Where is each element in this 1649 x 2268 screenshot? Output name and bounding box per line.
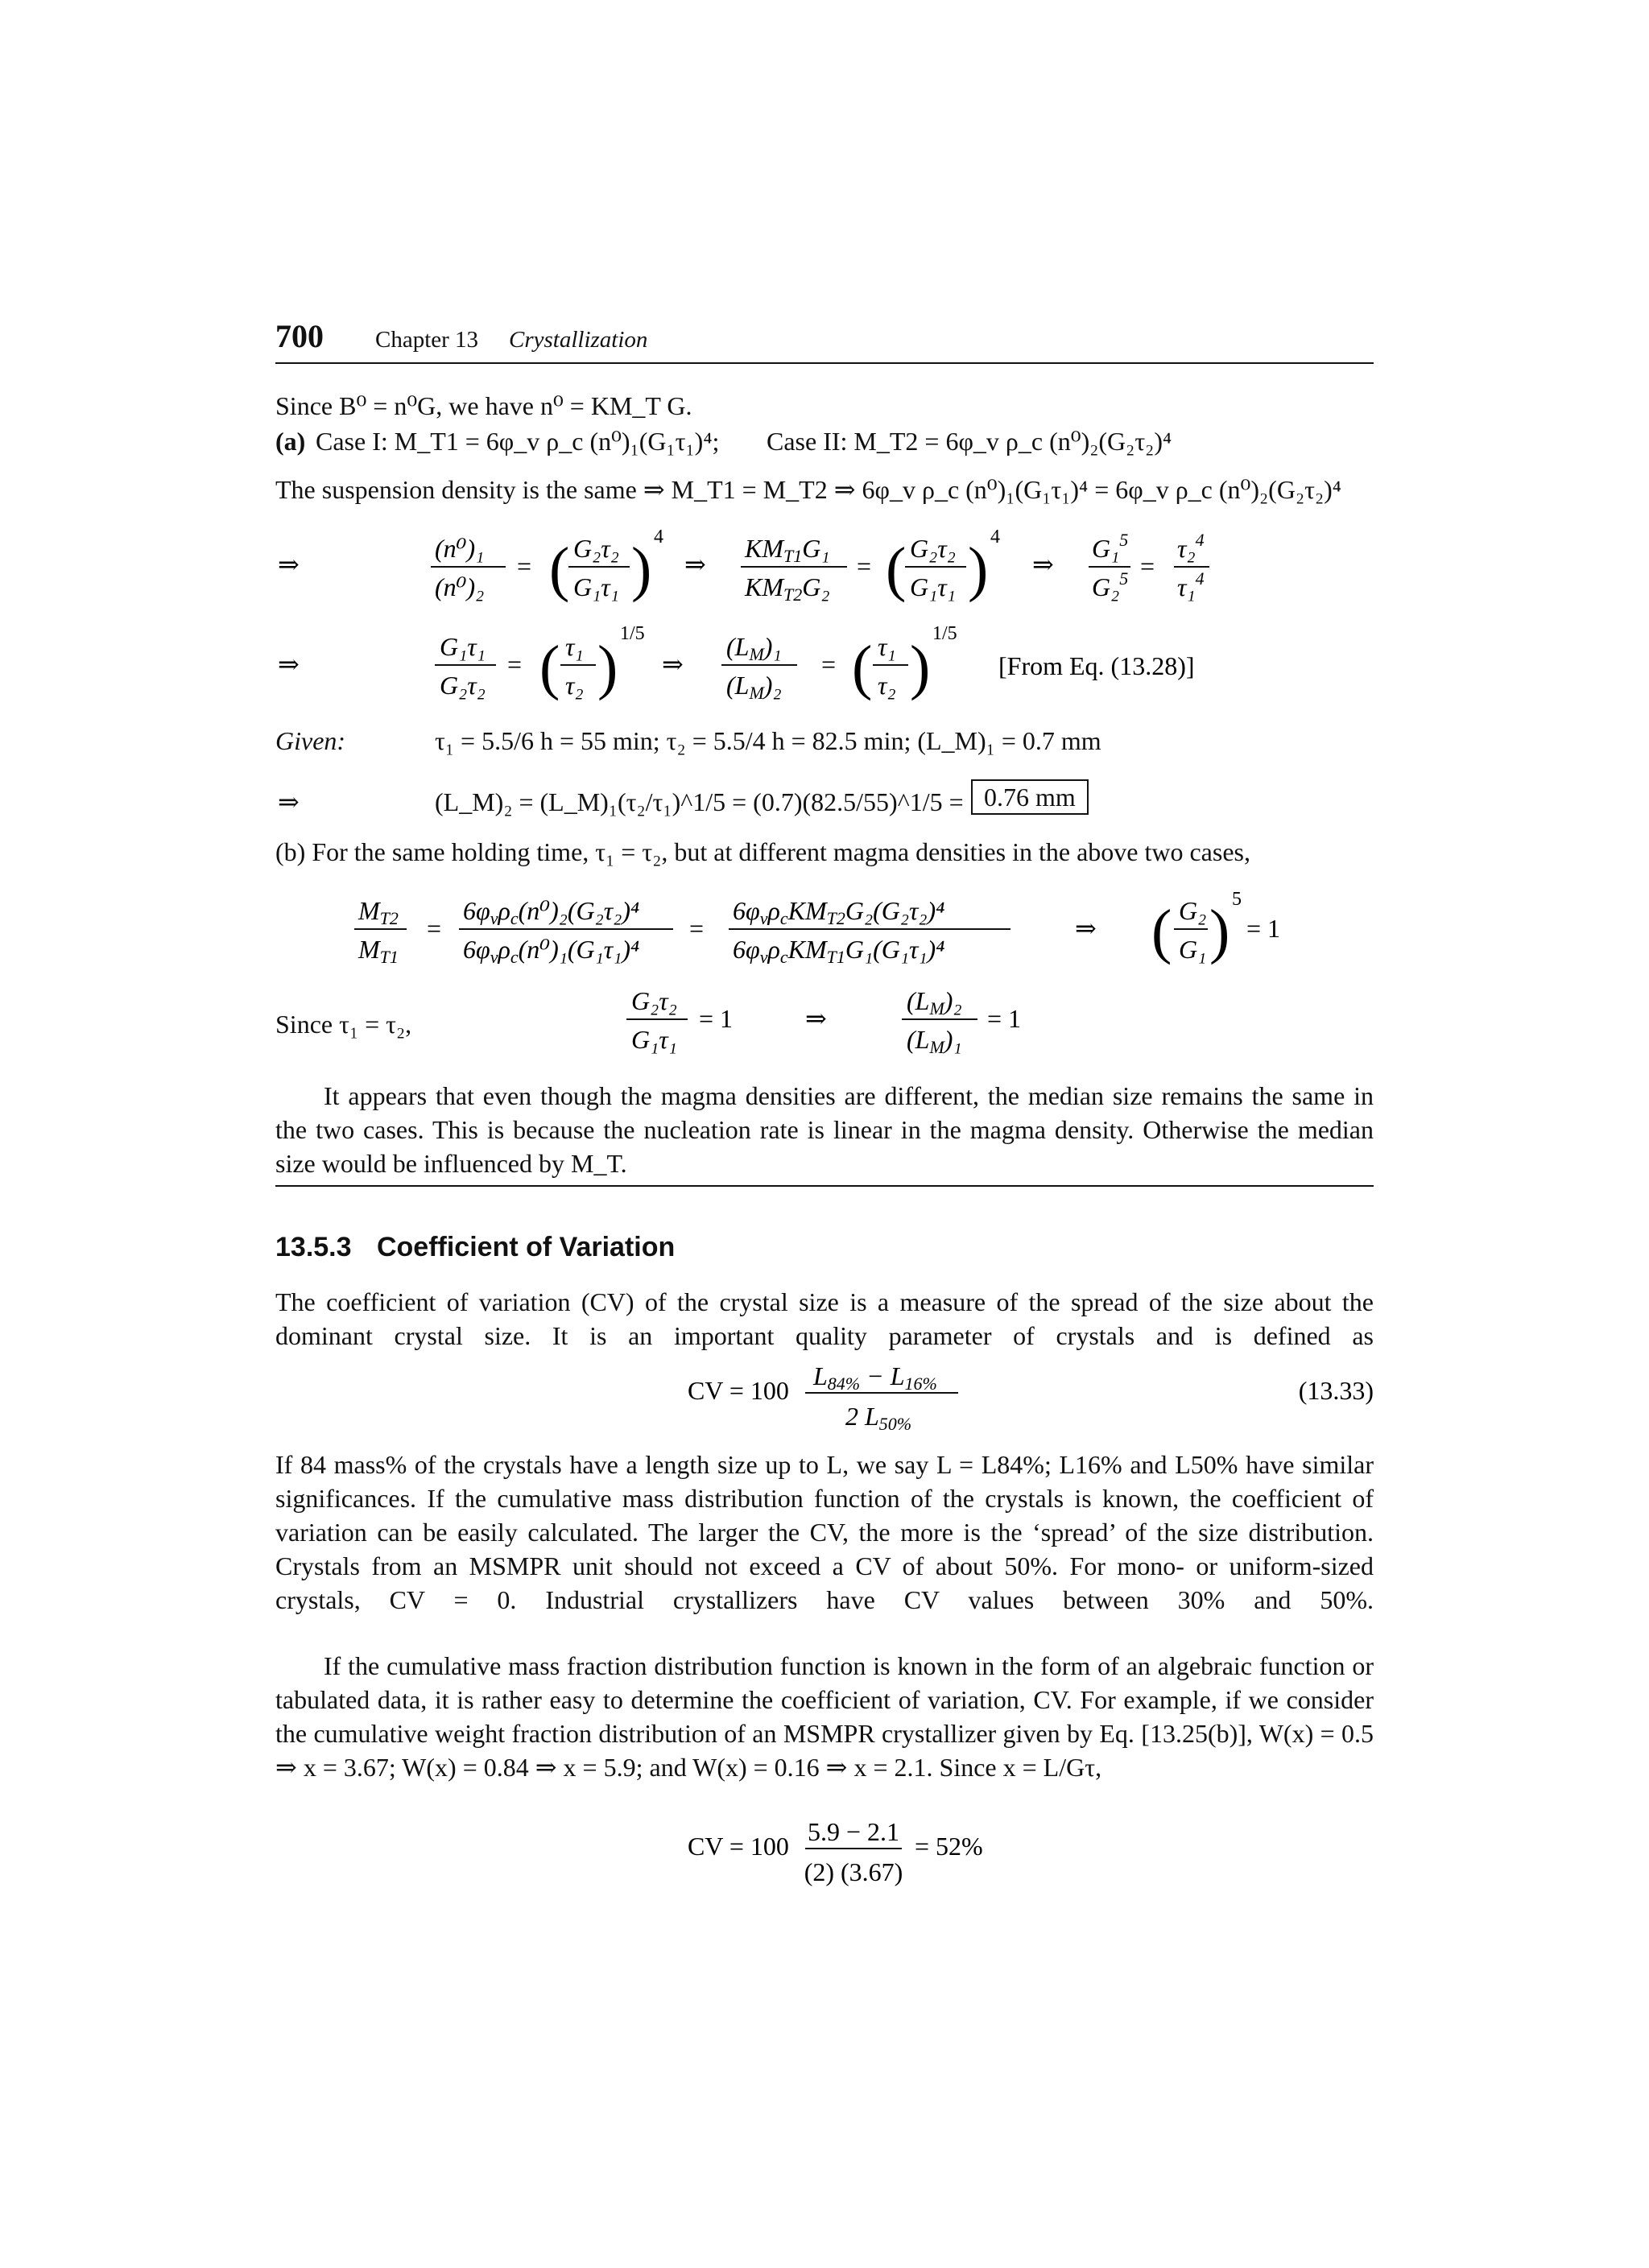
svg-text:): ) bbox=[597, 634, 618, 701]
svg-text:G₂5: G₂$^5$ bbox=[1092, 568, 1129, 601]
implies-arrow: ⇒ bbox=[278, 787, 300, 816]
svg-text:τ₂: τ₂ bbox=[565, 671, 584, 700]
result-expression: (L_M)₂ = (L_M)₁(τ₂/τ₁)^1/5 = (0.7)(82.5/55)^1/5 = bbox=[435, 787, 964, 816]
svg-text:): ) bbox=[1209, 898, 1230, 965]
implies-arrow: ⇒ bbox=[805, 1004, 827, 1033]
svg-text:G₂τ₂: G₂τ₂ bbox=[631, 986, 677, 1015]
svg-text:6φvρc(n⁰)₁(G₁τ₁)⁴: 6φvρc(n⁰)₁(G₁τ₁)⁴ bbox=[463, 935, 640, 967]
svg-text:1/5: 1/5 bbox=[620, 623, 645, 644]
section-heading bbox=[275, 1232, 675, 1263]
svg-text:6φvρc(n⁰)₂(G₂τ₂)⁴: 6φvρc(n⁰)₂(G₂τ₂)⁴ bbox=[463, 896, 640, 928]
svg-text:4: 4 bbox=[990, 527, 1000, 547]
svg-text:G₂τ₂: G₂τ₂ bbox=[910, 534, 956, 563]
cv-numerator: 5.9 − 2.1 bbox=[807, 1817, 900, 1846]
svg-text:G₂: G₂ bbox=[1179, 896, 1207, 925]
page-number: 700 bbox=[275, 318, 324, 354]
svg-text:KMT1G₁: KMT1G₁ bbox=[745, 534, 830, 566]
equation-reference: [From Eq. (13.28)] bbox=[998, 651, 1195, 680]
svg-text:(: ( bbox=[549, 535, 570, 603]
svg-text:(LM)₂: (LM)₂ bbox=[726, 671, 782, 703]
given-label: Given: bbox=[275, 726, 346, 755]
implies-arrow: ⇒ bbox=[278, 650, 300, 679]
svg-text:G₁: G₁ bbox=[1179, 935, 1207, 964]
intro-line: Since B⁰ = n⁰G, we have n⁰ = KM_T G. bbox=[275, 391, 692, 420]
header-rule bbox=[275, 362, 1374, 364]
svg-text:G₁τ₁: G₁τ₁ bbox=[631, 1025, 677, 1054]
svg-text:G₂τ₂: G₂τ₂ bbox=[440, 671, 486, 700]
svg-text:=: = bbox=[427, 914, 442, 943]
svg-text:(LM)₂: (LM)₂ bbox=[907, 986, 962, 1018]
svg-text:5: 5 bbox=[1232, 889, 1242, 910]
svg-text:G₁τ₁: G₁τ₁ bbox=[573, 572, 619, 601]
svg-text:): ) bbox=[631, 535, 652, 603]
section-title: Coefficient of Variation bbox=[376, 1232, 676, 1262]
svg-text:G₂τ₂: G₂τ₂ bbox=[573, 534, 619, 563]
svg-text:τ₁: τ₁ bbox=[565, 632, 584, 661]
chapter-title: Crystallization bbox=[509, 327, 648, 353]
svg-text:4: 4 bbox=[654, 527, 663, 547]
suspension-line: The suspension density is the same ⇒ M_T1 = M_T2 ⇒ 6φ_v ρ_c (n⁰)₁(G₁τ₁)⁴ = 6φ_v ρ_c (n⁰)₂(G₂τ₂)⁴ bbox=[275, 475, 1341, 504]
section-number: 13.5.3 bbox=[275, 1232, 352, 1262]
svg-text:=: = bbox=[689, 914, 705, 943]
svg-text:(: ( bbox=[852, 634, 873, 701]
svg-text:G₁τ₁: G₁τ₁ bbox=[440, 632, 486, 661]
svg-text:6φvρcKMT1G₁(G₁τ₁)⁴: 6φvρcKMT1G₁(G₁τ₁)⁴ bbox=[733, 935, 945, 967]
svg-text:=: = bbox=[857, 552, 872, 580]
svg-text:= 1: = 1 bbox=[699, 1004, 734, 1033]
svg-text:MT2: MT2 bbox=[358, 896, 399, 928]
cv-calculation bbox=[0, 1816, 1649, 1905]
svg-text:(: ( bbox=[886, 535, 907, 603]
svg-text:τ₁4: τ₁$^4$ bbox=[1177, 568, 1205, 601]
implies-arrow: ⇒ bbox=[1075, 914, 1097, 943]
part-b-equations bbox=[0, 878, 1649, 1071]
svg-text:2 L50%: 2 L50% bbox=[845, 1402, 912, 1434]
cv-lhs: CV = 100 bbox=[688, 1832, 789, 1861]
svg-text:): ) bbox=[910, 634, 931, 701]
cv-paragraph-2: If the cumulative mass fraction distribution function is known in the form of an algebraic function or tabulated data, it is rather easy to determine the coefficient of variation, CV. For example, if we consider the cumulative weight fraction distribution of an MSMPR crystallizer given by Eq. [13.25(b)], W(x) = 0.5 ⇒ x = 3.67; W(x) = 0.84 ⇒ x = 5.9; and W(x) = 0.16 ⇒ x = 2.1. Since x = L/Gτ, bbox=[275, 1651, 1374, 1782]
implies-arrow: ⇒ bbox=[684, 550, 706, 579]
cv-definition-equation bbox=[0, 1361, 1649, 1449]
implies-arrow: ⇒ bbox=[1032, 550, 1054, 579]
svg-text:= 1: = 1 bbox=[1246, 914, 1281, 943]
case-two: Case II: M_T2 = 6φ_v ρ_c (n⁰)₂(G₂τ₂)⁴ bbox=[767, 427, 1172, 456]
cv-intro-paragraph: The coefficient of variation (CV) of the crystal size is a measure of the spread of the size about the dominant crystal size. It is an important quality parameter of crystals and is defined as bbox=[275, 1287, 1374, 1350]
svg-text:(n⁰)₂: (n⁰)₂ bbox=[435, 572, 485, 601]
svg-text:G₁τ₁: G₁τ₁ bbox=[910, 572, 956, 601]
svg-text:τ₂4: τ₂$^4$ bbox=[1177, 530, 1205, 563]
svg-text:6φvρcKMT2G₂(G₂τ₂)⁴: 6φvρcKMT2G₂(G₂τ₂)⁴ bbox=[733, 896, 945, 928]
implies-arrow: ⇒ bbox=[662, 650, 684, 679]
cv-paragraph-1: If 84 mass% of the crystals have a length size up to L, we say L = L84%; L16% and L50% have similar significances. If the cumulative mass distribution function of the crystals is known, the coefficient of variation can be easily calculated. The larger the CV, the more is the ‘spread’ of the size distribution. Crystals from an MSMPR unit should not exceed a CV of about 50%. For mono- or uniform-sized crystals, CV = 0. Industrial crystallizers have CV values between 30% and 50%. bbox=[275, 1450, 1374, 1614]
svg-text:=: = bbox=[821, 650, 837, 679]
svg-text:MT1: MT1 bbox=[358, 935, 399, 967]
result-box: 0.76 mm bbox=[971, 779, 1089, 815]
svg-text:KMT2G₂: KMT2G₂ bbox=[745, 572, 830, 605]
equation-number: (13.33) bbox=[1298, 1376, 1374, 1405]
chapter-label: Chapter 13 bbox=[375, 327, 479, 353]
svg-text:): ) bbox=[968, 535, 989, 603]
svg-text:L84% − L16%: L84% − L16% bbox=[813, 1361, 937, 1394]
svg-text:1/5: 1/5 bbox=[932, 623, 957, 644]
part-a-label: (a) bbox=[275, 427, 306, 456]
svg-text:(: ( bbox=[539, 634, 560, 701]
svg-text:(: ( bbox=[1151, 898, 1172, 965]
svg-text:=: = bbox=[517, 552, 532, 580]
case-one: Case I: M_T1 = 6φ_v ρ_c (n⁰)₁(G₁τ₁)⁴; bbox=[316, 427, 720, 456]
example-end-rule bbox=[275, 1185, 1374, 1187]
part-b-conclusion: It appears that even though the magma densities are different, the median size remains the same in the two cases. This is because the nucleation rate is linear in the magma density. Otherwise the median size would be influenced by M_T. bbox=[275, 1081, 1374, 1178]
svg-text:G₁5: G₁$^5$ bbox=[1092, 530, 1129, 563]
since-label: Since τ₁ = τ₂, bbox=[275, 1010, 412, 1039]
implies-arrow: ⇒ bbox=[278, 550, 300, 579]
svg-text:= 1: = 1 bbox=[987, 1004, 1022, 1033]
svg-text:(n⁰)₁: (n⁰)₁ bbox=[435, 534, 485, 563]
svg-text:τ₂: τ₂ bbox=[878, 671, 896, 700]
svg-text:(LM)₁: (LM)₁ bbox=[907, 1025, 962, 1057]
part-b-intro: (b) For the same holding time, τ₁ = τ₂, but at different magma densities in the above two cases, bbox=[275, 837, 1250, 866]
given-values: τ₁ = 5.5/6 h = 55 min; τ₂ = 5.5/4 h = 82.5 min; (L_M)₁ = 0.7 mm bbox=[435, 726, 1101, 755]
svg-text:CV = 100: CV = 100 bbox=[688, 1376, 789, 1405]
cv-denominator: (2) (3.67) bbox=[804, 1857, 903, 1886]
svg-text:=: = bbox=[1140, 552, 1155, 580]
page-header bbox=[275, 320, 1374, 359]
svg-text:τ₁: τ₁ bbox=[878, 632, 896, 661]
cv-result: = 52% bbox=[915, 1832, 983, 1861]
svg-text:=: = bbox=[507, 650, 523, 679]
svg-text:(LM)₁: (LM)₁ bbox=[726, 632, 782, 664]
